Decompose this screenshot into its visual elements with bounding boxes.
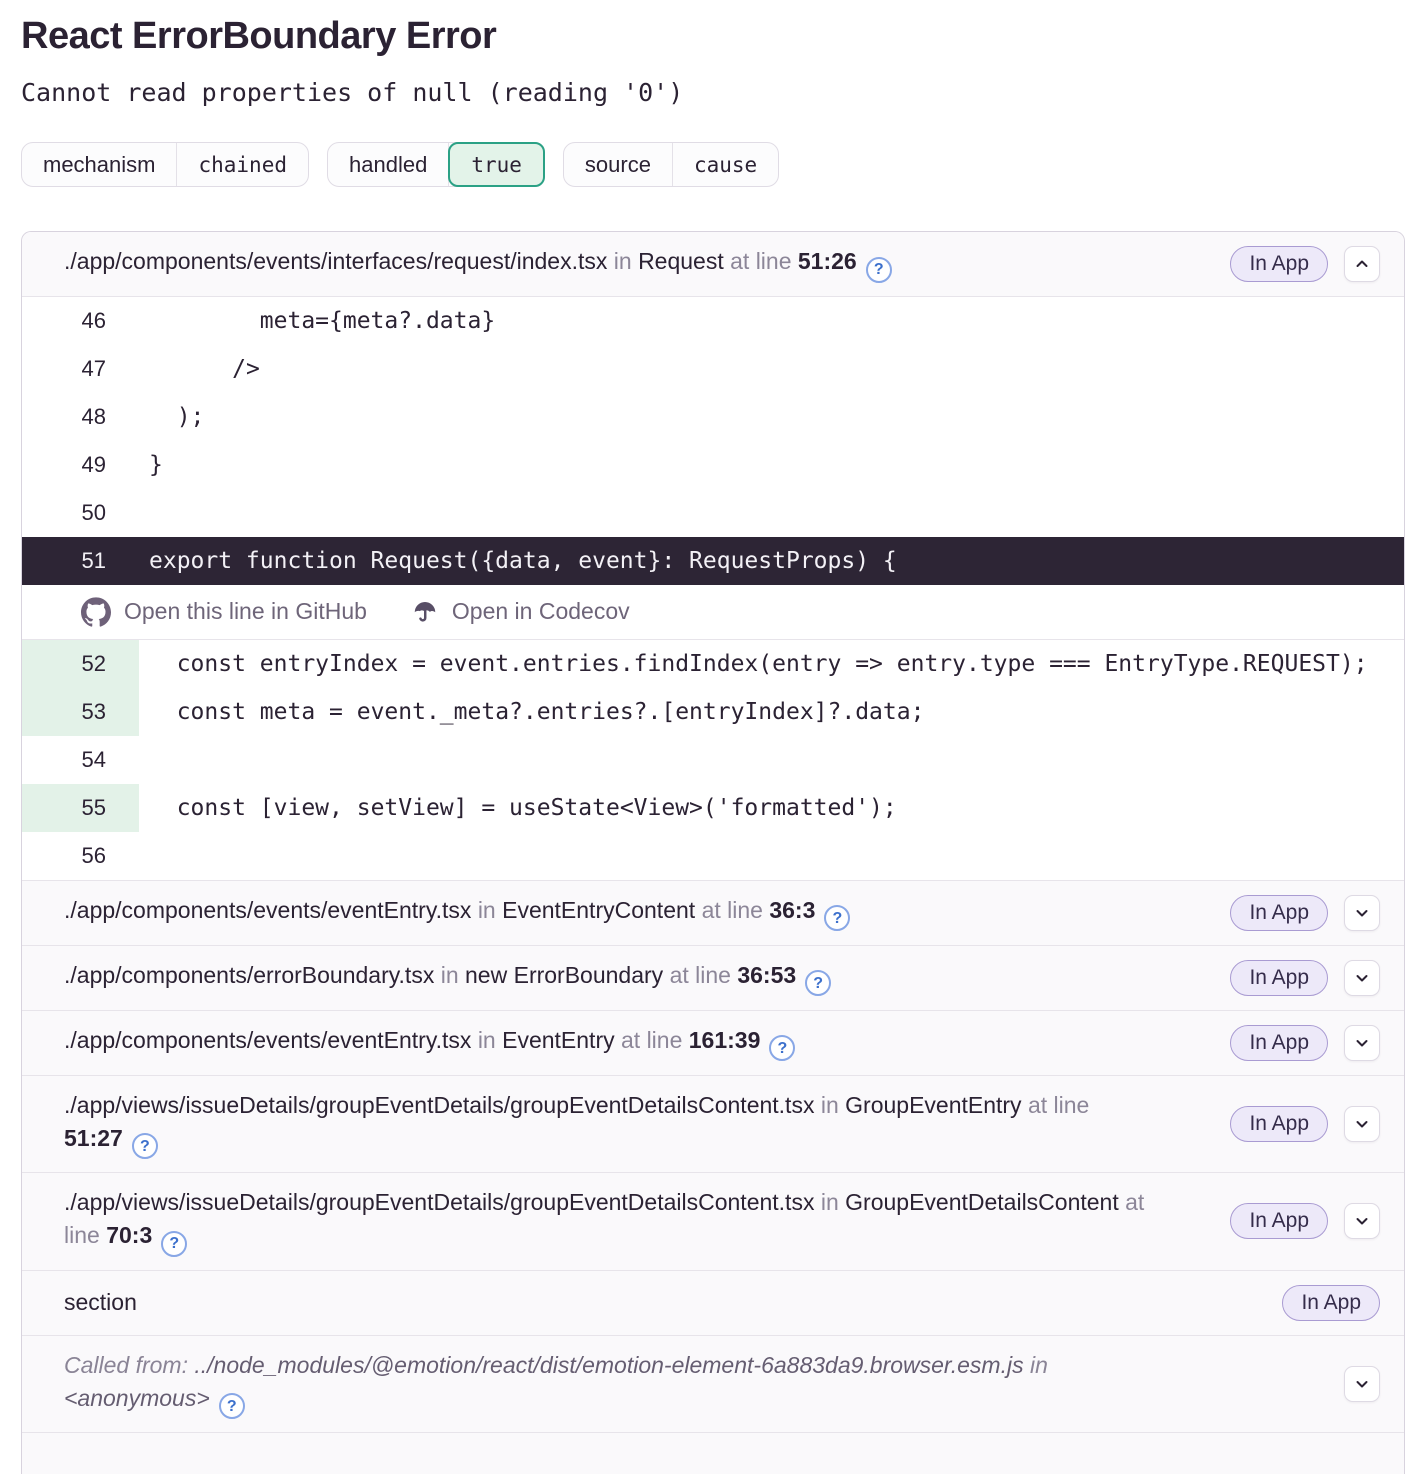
frame-title [64, 1024, 1169, 1062]
tag-key: source [564, 143, 673, 186]
chevron-down-icon [1354, 905, 1370, 921]
code-line [22, 441, 1404, 489]
in-label: in [477, 896, 496, 923]
frame-path: ../node_modules/@emotion/react/dist/emotion-element-6a883da9.browser.esm.js [194, 1351, 1024, 1378]
scm-links-row [22, 585, 1404, 640]
code-text: const [view, setView] = useState<View>('formatted'); [149, 794, 897, 821]
frame-lineno: 51:26 [797, 248, 857, 274]
code-line [22, 393, 1404, 441]
frame-lineno: 36:3 [769, 896, 816, 923]
code-text [139, 832, 1404, 880]
expand-frame-button[interactable] [1344, 1025, 1380, 1061]
expand-frame-button[interactable] [1344, 1203, 1380, 1239]
frame-controls [1230, 1025, 1380, 1061]
stack-frame[interactable] [22, 1010, 1404, 1075]
frame-controls [1282, 1285, 1380, 1321]
code-line [22, 736, 1404, 784]
frame-controls [1230, 1203, 1380, 1239]
stack-frame[interactable] [22, 1075, 1404, 1173]
frame-path: ./app/views/issueDetails/groupEventDetails/groupEventDetailsContent.tsx [64, 1091, 815, 1118]
frame-title [64, 1089, 1169, 1160]
open-in-github-link[interactable] [81, 597, 367, 627]
called-from-label: Called from: [64, 1351, 188, 1378]
stack-frame-expanded[interactable] [22, 232, 1404, 297]
question-icon[interactable]: ? [805, 970, 831, 996]
frame-lineno: 161:39 [688, 1026, 761, 1053]
frame-controls [1230, 960, 1380, 996]
frame-controls [1230, 1106, 1380, 1142]
frame-controls [1230, 246, 1380, 282]
frame-lineno: 51:27 [64, 1124, 123, 1151]
code-text: export function Request({data, event}: RequestProps) { [149, 547, 897, 574]
question-icon[interactable]: ? [824, 905, 850, 931]
line-number: 52 [22, 640, 139, 688]
code-line-changed [22, 784, 1404, 832]
in-label: in [1029, 1351, 1048, 1378]
frame-path: ./app/components/events/interfaces/request/index.tsx [64, 248, 608, 274]
collapse-frame-button[interactable] [1344, 246, 1380, 282]
stack-frame[interactable] [22, 945, 1404, 1010]
codecov-link-label: Open in Codecov [451, 598, 630, 624]
question-icon[interactable]: ? [866, 257, 892, 283]
frame-path: ./app/views/issueDetails/groupEventDetails/groupEventDetailsContent.tsx [64, 1189, 815, 1215]
code-text: const entryIndex = event.entries.findIndex(entry => entry.type === EntryType.REQUEST); [149, 650, 1368, 677]
github-link-label: Open this line in GitHub [124, 598, 367, 624]
code-line [22, 489, 1404, 537]
chevron-down-icon [1354, 970, 1370, 986]
line-number: 49 [81, 451, 106, 477]
frame-title [64, 959, 1169, 997]
at-line-label: at line [64, 1189, 1145, 1248]
frame-title [64, 245, 1169, 283]
in-label: in [477, 1026, 496, 1053]
line-number: 51 [81, 547, 106, 573]
tag-source[interactable] [563, 142, 779, 187]
frame-title [64, 894, 1169, 932]
code-text: } [149, 451, 163, 478]
at-line-label: at line [669, 961, 731, 988]
expand-frame-button[interactable] [1344, 1106, 1380, 1142]
open-in-codecov-link[interactable] [411, 598, 630, 626]
code-line [22, 832, 1404, 880]
line-number: 53 [22, 688, 139, 736]
in-app-badge: In App [1230, 246, 1328, 282]
tag-list [21, 142, 1405, 187]
frame-function: new ErrorBoundary [465, 961, 664, 988]
code-text: /> [149, 355, 260, 382]
code-text: meta={meta?.data} [149, 307, 496, 334]
tag-mechanism[interactable] [21, 142, 309, 187]
stack-frame[interactable] [22, 880, 1404, 945]
frame-title [64, 1286, 1169, 1319]
frame-controls [1328, 1366, 1380, 1402]
stack-trace-panel [21, 231, 1405, 1474]
code-text [139, 736, 1404, 784]
in-app-badge: In App [1230, 960, 1328, 996]
code-line-changed [22, 688, 1404, 736]
line-number: 48 [81, 403, 106, 429]
frame-function: section [64, 1289, 137, 1315]
tag-key: mechanism [22, 143, 177, 186]
codecov-umbrella-icon [411, 598, 439, 626]
question-icon[interactable]: ? [219, 1393, 245, 1419]
tag-key: handled [328, 143, 449, 186]
code-line [22, 297, 1404, 345]
frame-lineno: 36:53 [737, 961, 797, 988]
question-icon[interactable]: ? [132, 1133, 158, 1159]
frame-function: GroupEventDetailsContent [845, 1189, 1119, 1215]
tag-value: chained [198, 152, 287, 177]
expand-frame-button[interactable] [1344, 895, 1380, 931]
in-label: in [820, 1091, 839, 1118]
frame-path: ./app/components/events/eventEntry.tsx [64, 1026, 472, 1053]
frame-lineno: 70:3 [106, 1222, 153, 1248]
stack-frame-called-from[interactable] [22, 1335, 1404, 1433]
github-icon [81, 597, 111, 627]
expand-frame-button[interactable] [1344, 960, 1380, 996]
frame-path: ./app/components/errorBoundary.tsx [64, 961, 435, 988]
line-number: 47 [81, 355, 106, 381]
in-app-badge: In App [1282, 1285, 1380, 1321]
frame-function: <anonymous> [64, 1384, 210, 1411]
question-icon[interactable]: ? [161, 1231, 187, 1257]
code-context-pre [22, 297, 1404, 585]
code-context-post [22, 640, 1404, 880]
line-number: 55 [22, 784, 139, 832]
code-line-crash [22, 537, 1404, 585]
code-line [22, 345, 1404, 393]
code-line-changed [22, 640, 1404, 688]
line-number: 46 [81, 307, 106, 333]
in-label: in [613, 248, 632, 274]
in-app-badge: In App [1230, 1203, 1328, 1239]
chevron-down-icon [1354, 1213, 1370, 1229]
frame-title [64, 1349, 1169, 1420]
line-number: 54 [81, 746, 106, 772]
at-line-label: at line [730, 248, 792, 274]
at-line-label: at line [1027, 1091, 1090, 1118]
stack-frame-section[interactable] [22, 1270, 1404, 1335]
frame-function: Request [638, 248, 724, 274]
frame-function: EventEntryContent [502, 896, 696, 923]
line-number: 56 [81, 842, 106, 868]
tag-value-highlighted: true [448, 142, 545, 187]
in-app-badge: In App [1230, 895, 1328, 931]
chevron-down-icon [1354, 1116, 1370, 1132]
frame-controls [1230, 895, 1380, 931]
code-text: ); [149, 403, 205, 430]
line-number: 50 [81, 499, 106, 525]
frame-function: EventEntry [502, 1026, 615, 1053]
frame-title [64, 1186, 1169, 1257]
frame-function: GroupEventEntry [845, 1091, 1022, 1118]
chevron-up-icon [1354, 256, 1370, 272]
in-app-badge: In App [1230, 1025, 1328, 1061]
at-line-label: at line [701, 896, 763, 923]
stack-frame-partial[interactable] [22, 1432, 1404, 1474]
code-text [139, 489, 1404, 537]
tag-handled[interactable] [327, 142, 545, 187]
code-text: const meta = event._meta?.entries?.[entryIndex]?.data; [149, 698, 925, 725]
in-app-badge: In App [1230, 1106, 1328, 1142]
error-message: Cannot read properties of null (reading '0') [21, 78, 684, 107]
frame-path: ./app/components/events/eventEntry.tsx [64, 896, 472, 923]
in-label: in [820, 1189, 839, 1215]
page-title: React ErrorBoundary Error [21, 15, 497, 57]
tag-value: cause [693, 152, 758, 177]
expand-frame-button[interactable] [1344, 1366, 1380, 1402]
stack-frame[interactable] [22, 1172, 1404, 1270]
chevron-down-icon [1354, 1035, 1370, 1051]
question-icon[interactable]: ? [769, 1035, 795, 1061]
at-line-label: at line [621, 1026, 683, 1053]
chevron-down-icon [1354, 1376, 1370, 1392]
in-label: in [440, 961, 459, 988]
